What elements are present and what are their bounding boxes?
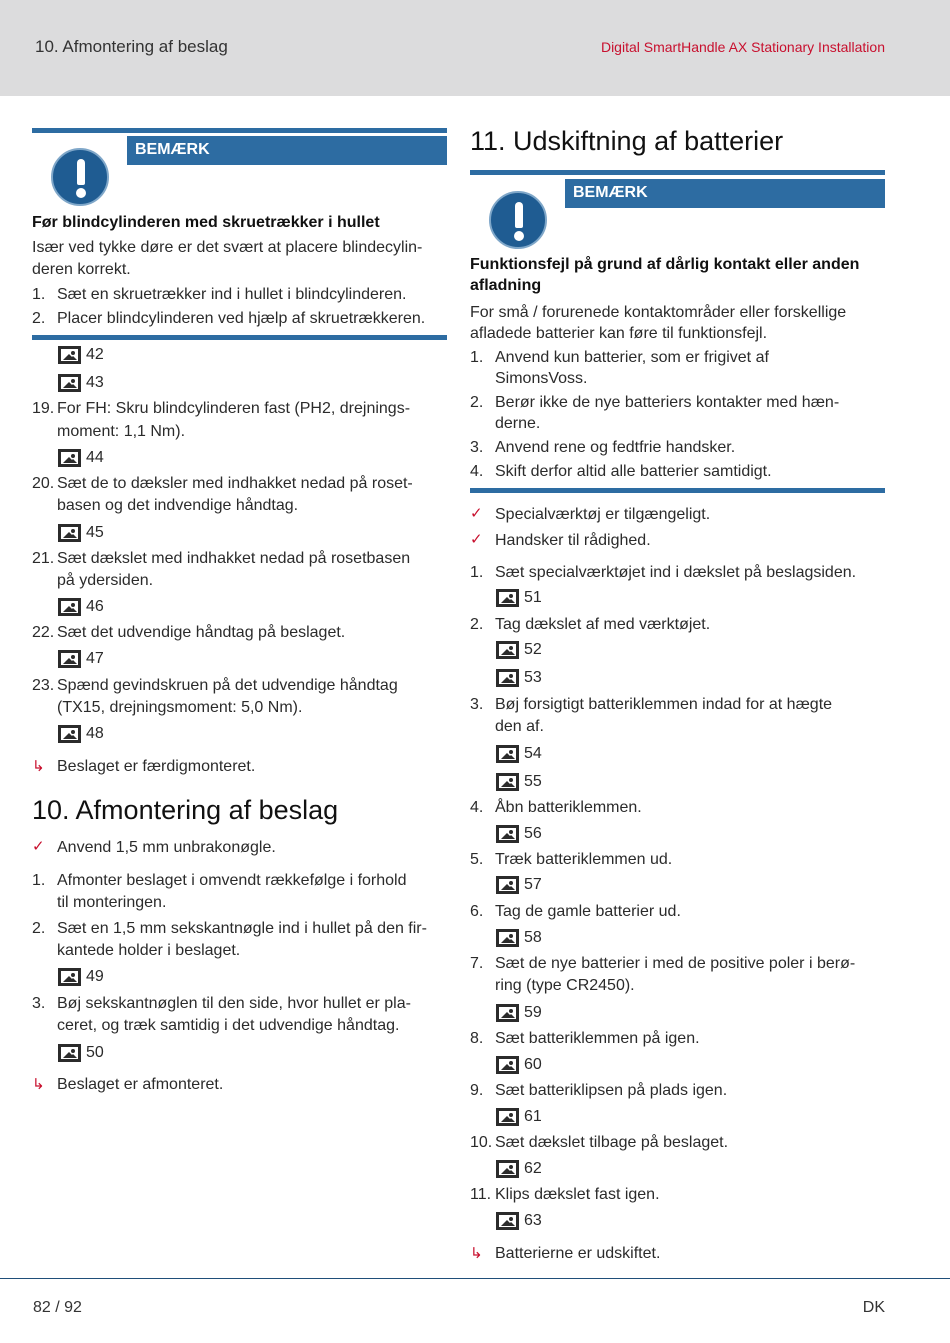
result-text: Batterierne er udskiftet.: [495, 1245, 661, 1262]
step-number: 8.: [470, 1030, 484, 1047]
note-text-line: Især ved tykke døre er det svært at placere blindecylin-: [32, 239, 423, 256]
result-arrow-icon: ↳: [32, 1076, 45, 1093]
step-number: 20.: [32, 475, 55, 492]
step-number: 21.: [32, 550, 55, 567]
image-icon: [58, 1044, 81, 1062]
prerequisite-text: Handsker til rådighed.: [495, 532, 651, 549]
note-step-number: 1.: [470, 349, 484, 366]
image-icon: [496, 669, 519, 687]
result-arrow-icon: ↳: [32, 758, 45, 775]
step-number: 19.: [32, 400, 55, 417]
step-text: Sæt det udvendige håndtag på beslaget.: [57, 624, 346, 641]
header-product-name: Digital SmartHandle AX Stationary Installation: [600, 39, 885, 55]
result-text: Beslaget er færdigmonteret.: [57, 758, 256, 775]
note-step-text: Anvend rene og fedtfrie handsker.: [495, 439, 736, 456]
section-heading: 10. Afmontering af beslag: [32, 795, 339, 825]
page-header: [0, 0, 950, 96]
step-text: Sæt de to dæksler med indhakket nedad på roset-: [57, 475, 413, 492]
step-number: 6.: [470, 903, 484, 920]
note-text-line: For små / forurenede kontaktområder eller forskellige: [470, 304, 847, 321]
step-number: 5.: [470, 851, 484, 868]
step-text: på ydersiden.: [57, 572, 154, 589]
note-step-text: Berør ikke de nye batteriers kontakter med hæn-: [495, 394, 840, 411]
image-icon: [58, 449, 81, 467]
step-number: 2.: [32, 920, 46, 937]
step-text: For FH: Skru blindcylinderen fast (PH2, drejnings-: [57, 400, 411, 417]
note-top-bar: [470, 170, 885, 175]
section-heading: 11. Udskiftning af batterier: [470, 126, 784, 156]
step-number: 10.: [470, 1134, 493, 1151]
image-icon: [496, 773, 519, 791]
note-step-number: 2.: [470, 394, 484, 411]
step-number: 2.: [470, 616, 484, 633]
step-text: den af.: [495, 718, 544, 735]
note-top-bar: [32, 128, 447, 133]
note-step-number: 3.: [470, 439, 484, 456]
image-icon: [58, 650, 81, 668]
step-text: Træk batteriklemmen ud.: [495, 851, 673, 868]
step-number: 23.: [32, 677, 55, 694]
note-title: Funktionsfejl på grund af dårlig kontakt eller anden: [470, 256, 860, 273]
exclamation-icon: [489, 191, 547, 249]
note-step-text: Skift derfor altid alle batterier samtidigt.: [495, 463, 772, 480]
image-icon: [58, 598, 81, 616]
note-title: Før blindcylinderen med skruetrækker i hullet: [32, 214, 380, 231]
step-text: Klips dækslet fast igen.: [495, 1186, 660, 1203]
image-icon: [496, 745, 519, 763]
note-step-text: Anvend kun batterier, som er frigivet af: [495, 349, 769, 366]
language-code: DK: [862, 1299, 885, 1316]
step-text: ring (type CR2450).: [495, 977, 635, 994]
note-step-text: SimonsVoss.: [495, 370, 588, 387]
image-icon: [496, 589, 519, 607]
image-icon: [496, 825, 519, 843]
note-title: afladning: [470, 277, 542, 294]
note-bottom-bar: [32, 335, 447, 340]
note-text-line: afladede batterier kan føre til funktionsfejl.: [470, 325, 768, 342]
note-step-text: Placer blindcylinderen ved hjælp af skruetrækkeren.: [57, 310, 426, 327]
step-text: Tag dækslet af med værktøjet.: [495, 616, 711, 633]
step-text: Sæt en 1,5 mm sekskantnøgle ind i hullet på den fir-: [57, 920, 427, 937]
image-icon: [58, 346, 81, 364]
image-icon: [496, 929, 519, 947]
image-icon: [58, 725, 81, 743]
checkmark-icon: ✓: [32, 838, 45, 855]
image-icon: [496, 1004, 519, 1022]
note-step-number: 1.: [32, 286, 46, 303]
step-text: Sæt dækslet med indhakket nedad på rosetbasen: [57, 550, 411, 567]
checkmark-icon: ✓: [470, 531, 483, 548]
note-step-number: 2.: [32, 310, 46, 327]
image-icon: [496, 1108, 519, 1126]
step-text: Åbn batteriklemmen.: [495, 799, 642, 816]
step-text: Afmonter beslaget i omvendt rækkefølge i forhold: [57, 872, 407, 889]
image-icon: [496, 876, 519, 894]
note-step-text: derne.: [495, 415, 541, 432]
step-text: kantede holder i beslaget.: [57, 942, 241, 959]
image-icon: [496, 1160, 519, 1178]
page-number: 82 / 92: [33, 1299, 82, 1316]
checkmark-icon: ✓: [470, 505, 483, 522]
step-number: 7.: [470, 955, 484, 972]
image-icon: [496, 1212, 519, 1230]
step-text: moment: 1,1 Nm).: [57, 423, 186, 440]
step-text: ceret, og træk samtidig i det udvendige håndtag.: [57, 1017, 400, 1034]
header-section-title: 10. Afmontering af beslag: [35, 37, 228, 56]
step-text: Sæt dækslet tilbage på beslaget.: [495, 1134, 729, 1151]
step-text: Bøj sekskantnøglen til den side, hvor hullet er pla-: [57, 995, 411, 1012]
prerequisite-text: Anvend 1,5 mm unbrakonøgle.: [57, 839, 276, 856]
step-text: Sæt specialværktøjet ind i dækslet på beslagsiden.: [495, 564, 857, 581]
image-icon: [58, 524, 81, 542]
step-number: 1.: [32, 872, 46, 889]
step-number: 1.: [470, 564, 484, 581]
note-step-number: 4.: [470, 463, 484, 480]
step-text: Sæt de nye batterier i med de positive poler i berø-: [495, 955, 856, 972]
prerequisite-text: Specialværktøj er tilgængeligt.: [495, 506, 711, 523]
note-label: BEMÆRK: [565, 179, 885, 208]
note-label: BEMÆRK: [127, 136, 447, 165]
footer-divider: [0, 1278, 950, 1279]
step-text: Spænd gevindskruen på det udvendige håndtag: [57, 677, 398, 694]
exclamation-icon: [51, 148, 109, 206]
note-bottom-bar: [470, 488, 885, 493]
step-number: 3.: [470, 696, 484, 713]
step-number: 22.: [32, 624, 55, 641]
step-text: Bøj forsigtigt batteriklemmen indad for at hægte: [495, 696, 833, 713]
step-number: 11.: [470, 1186, 492, 1203]
result-text: Beslaget er afmonteret.: [57, 1076, 224, 1093]
step-text: Sæt batteriklemmen på igen.: [495, 1030, 700, 1047]
step-text: til monteringen.: [57, 894, 167, 911]
step-text: basen og det indvendige håndtag.: [57, 497, 299, 514]
note-text-line: deren korrekt.: [32, 261, 131, 278]
step-number: 3.: [32, 995, 46, 1012]
note-step-text: Sæt en skruetrækker ind i hullet i blindcylinderen.: [57, 286, 407, 303]
step-text: (TX15, drejningsmoment: 5,0 Nm).: [57, 699, 303, 716]
step-number: 4.: [470, 799, 484, 816]
step-text: Sæt batteriklipsen på plads igen.: [495, 1082, 728, 1099]
step-number: 9.: [470, 1082, 484, 1099]
image-icon: [58, 968, 81, 986]
image-icon: [496, 1056, 519, 1074]
step-text: Tag de gamle batterier ud.: [495, 903, 681, 920]
result-arrow-icon: ↳: [470, 1245, 483, 1262]
image-icon: [496, 641, 519, 659]
image-icon: [58, 374, 81, 392]
